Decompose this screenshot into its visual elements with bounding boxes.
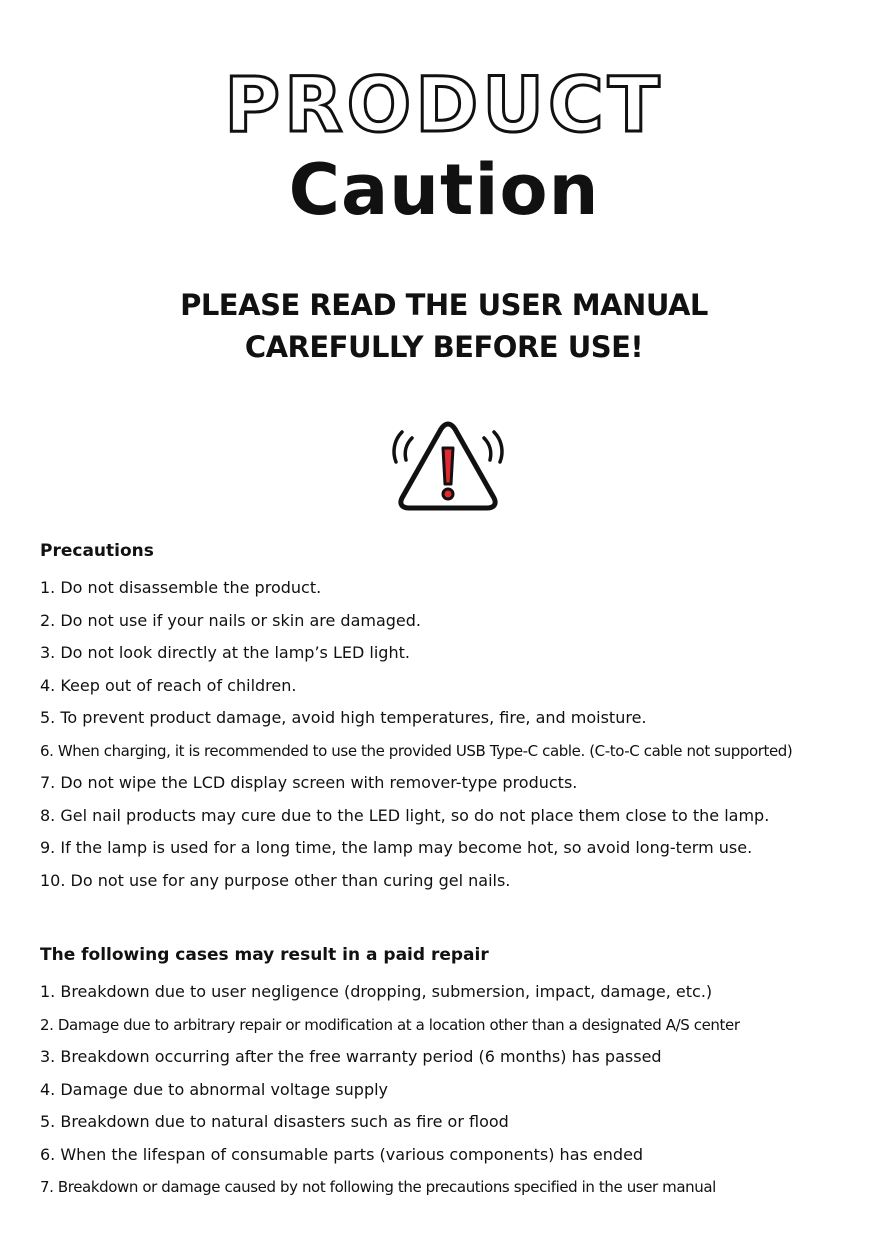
list-item: 6. When charging, it is recommended to use the provided USB Type-C cable. (C-to-C cable not supported) (40, 741, 793, 760)
list-item: 1. Do not disassemble the product. (40, 578, 322, 597)
header (0, 60, 888, 230)
list-item: 3. Breakdown occurring after the free warranty period (6 months) has passed (40, 1047, 662, 1066)
list-item: 5. To prevent product damage, avoid high temperatures, fire, and moisture. (40, 708, 647, 727)
list-item: 9. If the lamp is used for a long time, the lamp may become hot, so avoid long-term use. (40, 838, 753, 857)
page-title: Caution (288, 149, 600, 231)
list-item: 6. When the lifespan of consumable parts (various components) has ended (40, 1144, 644, 1164)
list-item: 2. Do not use if your nails or skin are damaged. (40, 610, 422, 630)
paid-repair-list (40, 976, 870, 1204)
list-item: 5. Breakdown due to natural disasters such as fire or flood (40, 1112, 509, 1131)
list-item: 4. Keep out of reach of children. (40, 675, 297, 695)
paid-repair-title: The following cases may result in a paid repair (40, 945, 489, 965)
list-item: 7. Do not wipe the LCD display screen with remover-type products. (40, 773, 578, 792)
list-item: 3. Do not look directly at the lamp’s LED light. (40, 643, 410, 662)
paid-repair-section (40, 944, 870, 1204)
precautions-list (40, 572, 870, 897)
list-item: 4. Damage due to abnormal voltage supply (40, 1079, 389, 1099)
list-item: 2. Damage due to arbitrary repair or modification at a location other than a designated A/S center (40, 1015, 740, 1034)
list-item: 7. Breakdown or damage caused by not following the precautions specified in the user manual (40, 1178, 716, 1196)
page-title-outline: PRODUCT (224, 60, 664, 149)
list-item: 8. Gel nail products may cure due to the LED light, so do not place them close to the lamp. (40, 805, 770, 825)
notice-line-2: CAREFULLY BEFORE USE! (244, 330, 644, 364)
list-item: 10. Do not use for any purpose other than curing gel nails. (40, 870, 511, 890)
precautions-title: Precautions (40, 541, 154, 561)
precautions-section (40, 540, 870, 897)
notice-line-1: PLEASE READ THE USER MANUAL (180, 288, 708, 322)
read-manual-notice (0, 284, 888, 368)
list-item: 1. Breakdown due to user negligence (dropping, submersion, impact, damage, etc.) (40, 982, 713, 1001)
warning-triangle-icon (390, 418, 506, 514)
